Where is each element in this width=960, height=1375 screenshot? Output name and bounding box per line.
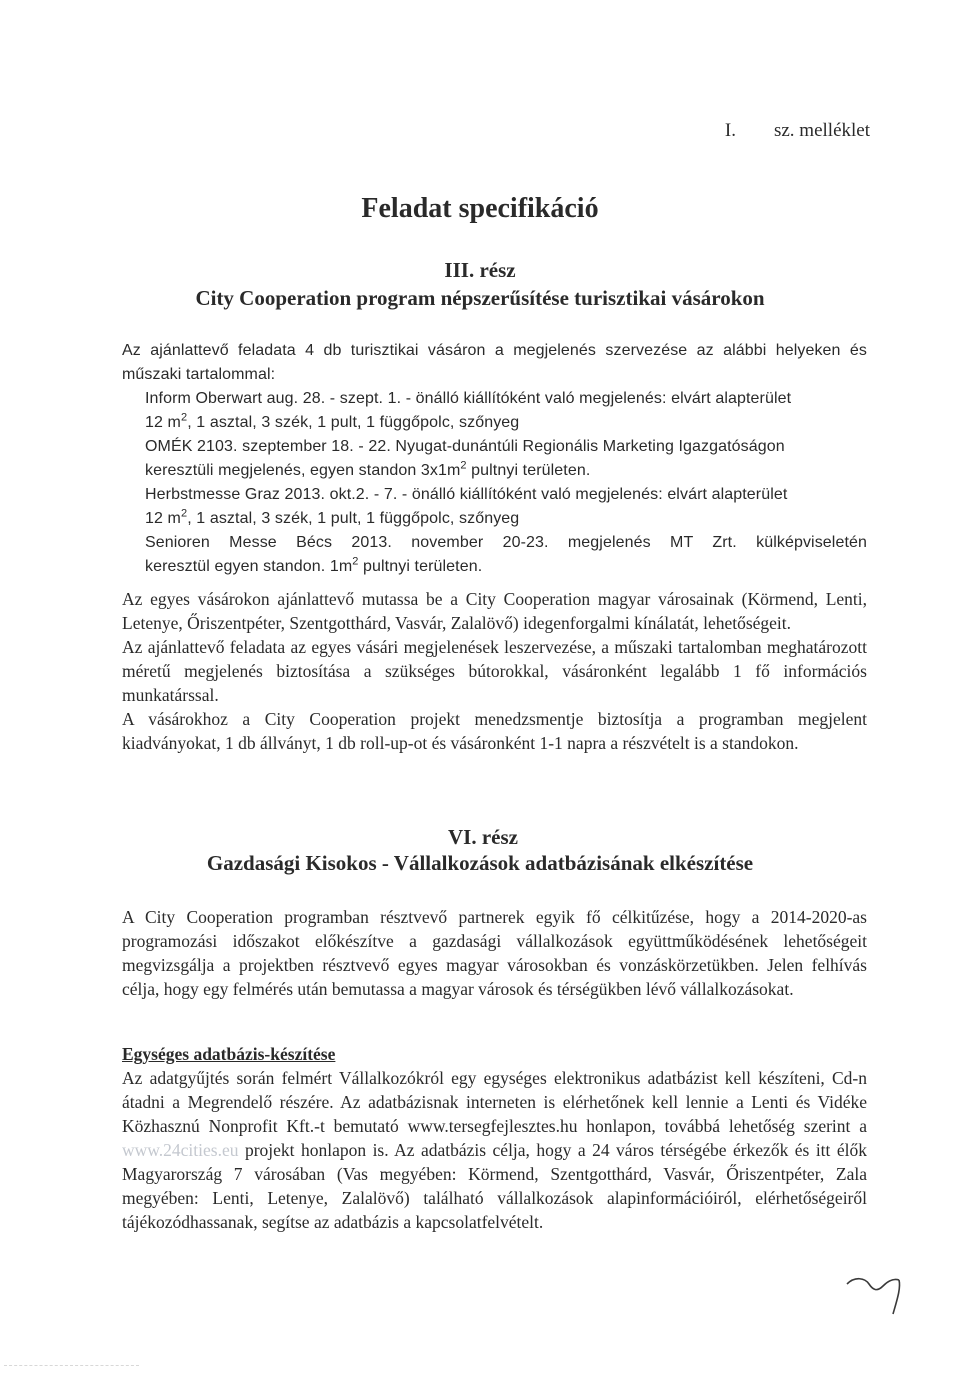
text-span: pultnyi területen. xyxy=(358,558,483,575)
text-span: 12 m xyxy=(145,510,181,527)
initials-signature xyxy=(843,1270,913,1320)
fair-item-line: Herbstmesse Graz 2013. okt.2. - 7. - önálló kiállítóként való megjelenés: elvárt alapterület xyxy=(145,486,788,503)
part3-paragraph: A vásárokhoz a City Cooperation projekt menedzsmentje biztosítja a programban megjelent kiadványokat, 1 db állványt, 1 db roll-up-ot és vásáronként 1-1 napra a részvételt is a standokon. xyxy=(122,709,867,753)
fair-item-omek xyxy=(145,435,867,483)
fair-item-line xyxy=(145,507,867,531)
part6-database-section xyxy=(122,1042,867,1234)
project-website-link[interactable]: www.24cities.eu xyxy=(122,1140,239,1160)
fair-item-inform-oberwart xyxy=(145,387,867,435)
part6-number: VI. rész xyxy=(448,825,518,849)
fair-item-line xyxy=(145,411,867,435)
fair-item-line xyxy=(145,555,867,579)
part3-paragraph: Az ajánlattevő feladata az egyes vásári megjelenések leszervezése, a műszaki tartalomban meghatározott méretű megjelenés biztosítása a szükséges bútorokkal, vásáronként legalább 1 fő információs munkatárssal. xyxy=(122,637,867,705)
superscript: 2 xyxy=(352,555,359,568)
text-span: , 1 asztal, 3 szék, 1 pult, 1 függőpolc, szőnyeg xyxy=(187,510,520,527)
part3-number: III. rész xyxy=(444,258,516,282)
fair-item-herbstmesse xyxy=(145,483,867,531)
fair-list xyxy=(122,387,867,579)
text-span: pultnyi területen. xyxy=(466,462,591,479)
text-span: , 1 asztal, 3 szék, 1 pult, 1 függőpolc, szőnyeg xyxy=(187,414,520,431)
fair-item-line: Inform Oberwart aug. 28. - szept. 1. - önálló kiállítóként való megjelenés: elvárt alapterület xyxy=(145,390,792,407)
fair-item-line: OMÉK 2103. szeptember 18. - 22. Nyugat-dunántúli Regionális Marketing Igazgatóságon xyxy=(145,438,785,455)
annex-label xyxy=(725,120,870,142)
fair-item-line: Senioren Messe Bécs 2013. november 20-23. megjelenés MT Zrt. külképviseletén xyxy=(145,534,867,551)
annex-text: sz. melléklet xyxy=(773,120,870,141)
text-span: 12 m xyxy=(145,414,181,431)
superscript: 2 xyxy=(180,411,188,424)
text-span: keresztüli megjelenés, egyen standon 3x1m xyxy=(145,462,461,479)
part6-title: Gazdasági Kisokos - Vállalkozások adatbázisának elkészítése xyxy=(206,851,754,875)
fair-item-senioren-messe xyxy=(145,531,867,579)
document-title: Feladat specifikáció xyxy=(361,193,599,224)
text-span: Az adatgyűjtés során felmért Vállalkozókról egy egységes elektronikus adatbázist kell készíteni, Cd-n átadni a Megrendelő részére. Az adatbázisnak interneten is elérhetőnek kell lennie a Lenti és Vidéke Közhasznú Nonprofit Kft.-t bemutató www.tersegfejlesztes.hu honlapon, továbbá lehetőség szerint a xyxy=(122,1068,867,1136)
annex-number: I. xyxy=(724,120,736,141)
part6-intro-paragraph: A City Cooperation programban résztvevő partnerek egyik fő célkitűzése, hogy a 2014-2020-as programozási időszakot előkészítve a gazdasági vállalkozások együttműködésének lehetőségeit megvizsgálja a projektben résztvevő egyes magyar városokban és vonzáskörzetükben. Jelen felhívás célja, hogy egy felmérés után bemutassa a magyar városok és térségükben lévő vállalkozásokat. xyxy=(122,907,867,999)
database-subheading: Egységes adatbázis-készítése xyxy=(122,1044,336,1064)
text-span: projekt honlapon is. Az adatbázis célja, hogy a 24 város térségébe érkezők és itt élők Magyarország 7 városában (Vas megyében: Körmend, Szentgotthárd, Vasvár, Őriszentpéter, Zala megyében: Lenti, Letenye, Zalalövő) található vállalkozások alapinformációiról, elérhetőségeiről tájékozódhassanak, segítse az adatbázis a kapcsolatfelvételt. xyxy=(122,1140,867,1232)
fair-item-line xyxy=(145,459,867,483)
database-paragraph xyxy=(122,1066,867,1234)
footer-rule xyxy=(4,1365,139,1366)
text-span: keresztül egyen standon. 1m xyxy=(145,558,353,575)
part3-title: City Cooperation program népszerűsítése turisztikai vásárokon xyxy=(195,286,765,310)
superscript: 2 xyxy=(180,507,188,520)
part3-intro: Az ajánlattevő feladata 4 db turisztikai vásáron a megjelenés szervezése az alábbi helyeken és műszaki tartalommal: xyxy=(122,342,867,383)
part3-body xyxy=(122,587,867,755)
part3-spec-block xyxy=(122,339,867,579)
superscript: 2 xyxy=(460,459,467,472)
part3-paragraph: Az egyes vásárokon ajánlattevő mutassa be a City Cooperation magyar városainak (Körmend, Lenti, Letenye, Őriszentpéter, Szentgotthárd, Vasvár, Zalalövő) idegenforgalmi kínálatát, lehetőségeit. xyxy=(122,589,867,633)
